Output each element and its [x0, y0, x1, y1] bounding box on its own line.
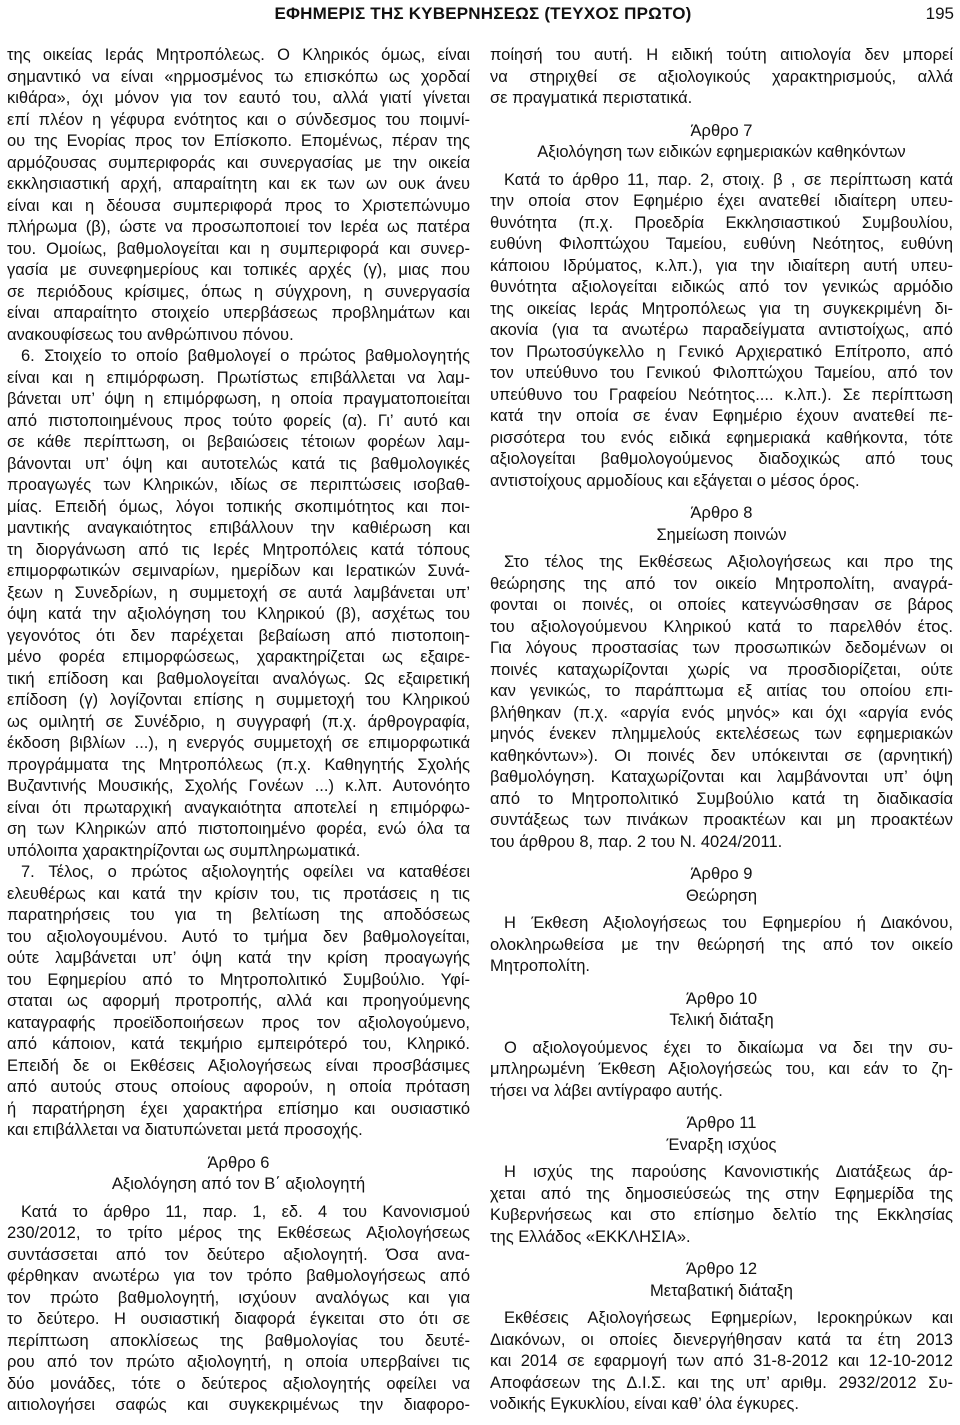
- text-line: ξεων η Συνεδρίων, η συμμετοχή σε αυτά λαμβάνεται υπ’: [7, 583, 470, 602]
- article-number: Άρθρο 9: [690, 865, 753, 883]
- article-number: Άρθρο 11: [686, 1114, 757, 1132]
- text-line: από κάποιον, κατά τεκμήριο εμπειρότερό του, Κληρικό.: [7, 1035, 470, 1053]
- text-line: αξιολογείται βαθμολογούμενος διαδοχικώς από τους: [490, 450, 953, 468]
- text-line: μαντικής αναγκαιότητος επιβάλλουν την καθιέρωση και: [7, 519, 470, 537]
- text-line: Η ισχύς της παρούσης Κανονιστικής Διατάξεως άρ-: [504, 1163, 953, 1181]
- running-header-title: ΕΦΗΜΕΡΙΣ ΤΗΣ ΚΥΒΕΡΝΗΣΕΩΣ (ΤΕΥΧΟΣ ΠΡΩΤΟ): [274, 4, 692, 23]
- text-line: ελευθέρως και κατά την κρίσιν του, τις προτάσεις η τις: [7, 884, 470, 903]
- text-line: Επειδή δε οι Εκθέσεις Αξιολογήσεως είναι προσβάσιμες: [7, 1056, 470, 1075]
- text-line: καταγραφής προεϊδοποιήσεων προς τον αξιολογούμενο,: [7, 1013, 470, 1032]
- text-line: είναι και η δέουσα συμπεριφορά προς το Χριστεπώνυμο: [7, 196, 470, 215]
- text-line: κατά την οποία σε έναν Εφημέριο έχουν ανατεθεί πε-: [490, 407, 953, 425]
- text-line: φέρθηκαν ανωτέρω για τον τρόπο βαθμολογήσεως από: [7, 1267, 470, 1285]
- text-line: του άρθρου 8, παρ. 2 του Ν. 4024/2011.: [490, 832, 783, 851]
- page-number: 195: [925, 4, 954, 23]
- text-line: της οικείας Ιεράς Μητροπόλεως για τη συγκεκριμένη δι-: [490, 299, 953, 318]
- paragraph: [490, 913, 953, 978]
- text-line: ρισσότερα του ενός ειδικά εφημεριακά καθήκοντα, τότε: [490, 428, 953, 447]
- article-title: Σημείωση ποινών: [656, 525, 787, 544]
- text-line: και επιβάλλεται να διατυπώνεται μετά προσοχής.: [7, 1121, 363, 1139]
- text-line: ακονία (για τα ανωτέρω παραδείγματα αντιστοίχως, από: [490, 321, 953, 339]
- text-line: μηνός ένεκεν πλημμελούς εκτελέσεως των εφημεριακών: [490, 725, 953, 743]
- text-line: Για λόγους προστασίας των προσωπικών δεδομένων οι: [490, 639, 953, 657]
- text-line: ποίησή του αυτή. Η ειδική τούτη αιτιολογία δεν μπορεί: [490, 46, 953, 64]
- text-line: υπόλοιπα χαρακτηρίζονται ως συμπληρωματικά.: [7, 841, 361, 860]
- text-line: του. Ομοίως, βαθμολογείται και η συμπεριφορά και συνερ-: [7, 239, 470, 258]
- text-line: βλήθηκαν (π.χ. «αργία ενός μηνός» και όχι «αργία ενός: [490, 703, 953, 722]
- text-line: κιθάρα», όχι μόνον για τον εαυτό του, αλλά γιατί γίνεται: [7, 89, 470, 107]
- text-line: σημαντικό να είναι «ηρμοσμένος τω επισκόπω ως χορδαί: [7, 67, 470, 86]
- text-line: να στηριχθεί σε αξιολογικούς χαρακτηρισμούς, αλλά: [490, 67, 953, 86]
- text-line: ολοκληρωθείσα με την θεώρησή της από τον οικείο: [490, 935, 953, 954]
- text-line: γεγονότος ότι δεν παρέχεται βεβαίωση από πιστοποιη-: [7, 626, 470, 645]
- text-line: Διακόνων, οι οποίες διενεργήθησαν κατά τα έτη 2013: [490, 1330, 953, 1349]
- article-heading: [490, 1113, 953, 1156]
- text-line: 6. Στοιχείο το οποίο βαθμολογεί ο πρώτος βαθμολογητής: [21, 347, 470, 365]
- paragraph: [490, 1162, 953, 1248]
- text-line: Κυβερνήσεως και στο επίσημο δελτίο της Εκκλησίας: [490, 1206, 953, 1224]
- text-line: γασία με συνεφημερίους και τοπικές αρχές (γ), μιας που: [7, 261, 470, 279]
- paragraph: [490, 170, 953, 493]
- paragraph: [7, 45, 470, 346]
- text-line: έκδοση βιβλίων ...), η ενεργός συμμετοχή σε επιμορφωτικά: [7, 734, 470, 752]
- text-line: τήσει να λάβει αντίγραφο αυτής.: [490, 1081, 723, 1100]
- paragraph: [7, 862, 470, 1142]
- paragraph: [7, 1202, 470, 1417]
- text-line: ρου από τον πρώτο αξιολογητή, η οποία υπερβαίνει τις: [7, 1353, 470, 1371]
- text-line: Στο τέλος της Εκθέσεως Αξιολογήσεως και προ της: [504, 553, 953, 571]
- paragraph: [490, 1038, 953, 1103]
- paragraph: [7, 346, 470, 862]
- text-line: Κατά το άρθρο 11, παρ. 2, στοιχ. β , σε περίπτωση κατά: [504, 170, 953, 189]
- text-line: μπληρωμένη Έκθεση Αξιολογήσεώς του, και εάν το ζη-: [490, 1060, 953, 1078]
- text-line: Η Έκθεση Αξιολογήσεως του Εφημερίου ή Διακόνου,: [504, 914, 953, 932]
- article-heading: [490, 864, 953, 907]
- article-number: Άρθρο 10: [685, 989, 758, 1008]
- text-line: καθηκόντων»). Οι ποινές δεν υπόκεινται σε (αρνητική): [490, 746, 953, 765]
- right-column: [490, 45, 953, 1416]
- article-heading: [490, 121, 953, 164]
- text-line: θυνότητα (π.χ. Προεδρία Εκκλησιαστικού Συμβουλίου,: [490, 213, 953, 232]
- text-line: επί πλέον η γέφυρα ενότητος και ο σύνδεσμος του ποιμνί-: [7, 110, 470, 129]
- text-line: χεται από της δημοσιεύσεώς της στην Εφημερίδα της: [490, 1184, 953, 1203]
- article-title: Αξιολόγηση των ειδικών εφημεριακών καθηκόντων: [537, 143, 906, 161]
- article-number: Άρθρο 8: [690, 504, 753, 522]
- text-line: τον Πρωτοσύγκελλο η Γενικό Αρχιερατικό Επίτροπο, από: [490, 342, 953, 361]
- text-line: εκκλησιαστική αρχή, απαραίτητη και εκ των ων ουκ άνευ: [7, 175, 470, 193]
- text-line: ποινές καταχωρίζονται χωρίς να προσδιορίζεται, ούτε: [490, 660, 953, 679]
- text-line: μίας. Επειδή όμως, λόγοι τοπικής σκοπιμότητος και ποι-: [7, 497, 470, 516]
- text-line: βαθμολόγηση. Καταχωρίζονται και λαμβάνονται υπ’ όψη: [490, 768, 953, 786]
- text-line: Βυζαντινής Μουσικής, Σχολής Γονέων ...) κ.λπ. Αυτονόητο: [7, 777, 470, 795]
- text-line: συντάσσεται από τον δεύτερο αξιολογητή. Όσα ανα-: [7, 1245, 470, 1264]
- article-heading: [7, 1153, 470, 1196]
- text-line: σε πραγματικά περιστατικά.: [490, 89, 693, 107]
- left-column: [7, 45, 470, 1417]
- article-title: Αξιολόγηση από τον Β΄ αξιολογητή: [111, 1175, 366, 1193]
- text-line: δύο μονάδες, τότε ο δεύτερος αξιολογητής οφείλει να: [7, 1374, 470, 1393]
- article-title: Θεώρηση: [686, 886, 757, 905]
- text-line: 7. Τέλος, ο πρώτος αξιολογητής οφείλει να καταθέσει: [21, 863, 470, 881]
- text-line: επιμορφωτικών σεμιναρίων, ημερίδων και Ιερατικών Συνά-: [7, 562, 470, 580]
- text-line: τον υπεύθυνο του Γενικού Φιλοπτώχου Ταμείου, από τον: [490, 364, 953, 382]
- article-heading: [490, 503, 953, 546]
- text-line: Αποφάσεων της Δ.Ι.Σ. και της υπ’ αριθμ. 2932/2012 Συ-: [490, 1373, 953, 1392]
- article-title: Τελική διάταξη: [669, 1011, 774, 1029]
- text-line: του Εφημερίου από το Μητροπολιτικό Συμβούλιο. Υφί-: [7, 970, 470, 989]
- text-line: ή παρατήρηση έχει χαρακτήρα επίσημο και ουσιαστικό: [7, 1099, 470, 1118]
- text-line: παρατηρήσεις του για τη βελτίωση της αποδόσεως: [7, 906, 470, 924]
- article-number: Άρθρο 7: [690, 121, 753, 140]
- text-line: περίπτωση αποκλίσεως της βαθμολογίας του δευτέ-: [7, 1331, 470, 1350]
- text-line: κάποιου Ιδρύματος, κ.λπ.), για την ιδιαίτερη αυτή υπευ-: [490, 256, 953, 275]
- text-line: από αυτούς στους οποίους αφορούν, η οποία πρόταση: [7, 1078, 470, 1096]
- text-line: τη διοργάνωση από τις Ιερές Μητροπόλεις κατά τόπους: [7, 540, 470, 559]
- text-line: σε κάθε περίπτωση, οι βεβαιώσεις τέτοιων φορέων λαμ-: [7, 433, 470, 451]
- text-line: είναι και η επιμόρφωση. Πρωτίστως επιβάλλεται να λαμ-: [7, 368, 470, 387]
- text-line: της Ελλάδος «ΕΚΚΛΗΣΙΑ».: [490, 1227, 691, 1246]
- text-line: αιτιολογήσει σαφώς και συγκεκριμένως την διαφορο-: [7, 1396, 470, 1414]
- text-line: αρμόζουσας συμπεριφοράς και συνεργασίας με την οικεία: [7, 153, 470, 172]
- article-title: Μεταβατική διάταξη: [650, 1281, 793, 1300]
- text-line: ως ομιλητή σε Συνέδριο, η συγγραφή (π.χ. άρθρογραφία,: [7, 712, 470, 731]
- paragraph: [490, 552, 953, 853]
- text-line: συντάξεως των πινάκων προακτέων και μη προακτέων: [490, 811, 953, 829]
- paragraph: [490, 1308, 953, 1416]
- text-line: ανακουφίσεως του ανθρώπινου πόνου.: [7, 325, 294, 344]
- article-title: Έναρξη ισχύος: [666, 1135, 777, 1154]
- text-line: είναι ότι πρωταρχική αναγκαιότητα αποτελεί η επιμόρφω-: [7, 798, 470, 817]
- text-line: θεώρησης της από τον οικείο Μητροπολίτη, αναγρά-: [490, 574, 953, 593]
- text-line: προαγωγές των Κληρικών, ιδίως σε περιπτώσεις ισοβαθ-: [7, 476, 470, 494]
- text-line: ευθύνη Φιλοπτώχου Ταμείου, ευθύνη Νεότητος, ευθύνη: [490, 235, 953, 253]
- text-line: και 2014 σε εφαρμογή των από 31-8-2012 και 12-10-2012: [490, 1352, 953, 1370]
- text-line: Κατά το άρθρο 11, παρ. 1, εδ. 4 του Κανονισμού: [21, 1202, 470, 1221]
- text-line: 230/2012, το τρίτο μέρος της Εκθέσεως Αξιολογήσεως: [7, 1224, 470, 1242]
- text-line: από το Μητροπολιτικό Συμβούλιο κατά τη διαδικασία: [490, 789, 953, 808]
- text-line: την οποία στον Εφημέριο έχει ανατεθεί ιδιαίτερη υπευ-: [490, 192, 953, 210]
- text-line: Εκθέσεις Αξιολογήσεως Εφημερίων, Ιεροκηρύκων και: [504, 1309, 953, 1327]
- text-line: ση των Κληρικών από πιστοποιημένο φορέα, ενώ όλα τα: [7, 820, 470, 838]
- article-heading: [490, 989, 953, 1032]
- text-line: ούτε λαμβάνεται υπ’ όψη κατά την κρίση προαγωγής: [7, 949, 470, 967]
- text-line: θυνότητα αξιολογείται ειδικώς από τον γενικώς αρμόδιο: [490, 278, 953, 296]
- text-line: τική επίδοση και βαθμολογείται αναλόγως. Ως εξαιρετική: [7, 669, 470, 688]
- text-line: Μητροπολίτη.: [490, 957, 590, 975]
- text-line: της οικείας Ιεράς Μητροπόλεως. Ο Κληρικός όμως, είναι: [7, 46, 470, 64]
- text-line: του αξιολογούμενου Κληρικού κατά το παρελθόν έτος.: [490, 617, 953, 636]
- text-line: προγράμματα της Μητροπόλεως (π.χ. Καθηγητής Σχολής: [7, 755, 470, 774]
- text-line: βάνεται υπ’ όψη η επιμόρφωση, η οποία πραγματοποιείται: [7, 390, 470, 408]
- text-line: φονται οι ποινές, οι οποίες κατεγνώσθησαν σε βάρος: [490, 596, 953, 614]
- text-line: σε περιόδους κρίσιμες, όπως η σύγχρονη, η συνεργασία: [7, 282, 470, 301]
- text-line: αντιστοίχους αρμοδίους και εξάγεται ο μέσος όρος.: [490, 471, 860, 490]
- text-line: πλήρωμα (β), ώστε να προσωποποιεί τον Ιερέα ως πατέρα: [7, 218, 470, 236]
- text-line: επίδοση (γ) λογίζονται επίσης η συμμετοχή του Κληρικού: [7, 691, 470, 709]
- text-line: είναι απαραίτητο στοιχείο υπερβάσεως προβλημάτων και: [7, 304, 470, 322]
- text-line: σταται ως αφορμή προτροπής, αλλά και προηγούμενης: [7, 992, 470, 1010]
- text-line: βάνονται υπ’ όψη και αυτοτελώς κατά τις βαθμολογικές: [7, 454, 470, 473]
- text-line: μένο φορέα επιμορφώσεως, χαρακτηρίζεται ως εξαιρε-: [7, 648, 470, 666]
- text-line: νοδικής Εγκυκλίου, είναι καθ’ όλα έγκυρες.: [490, 1395, 799, 1413]
- paragraph: [490, 45, 953, 110]
- text-line: καν γενικώς, το παράπτωμα εξ αιτίας του οποίου επι-: [490, 682, 953, 700]
- text-line: τον πρώτο βαθμολογητή, ισχύουν αναλόγως και για: [7, 1288, 470, 1307]
- text-line: ου της Ενορίας προς τον Επίσκοπο. Επομένως, πέραν της: [7, 132, 470, 150]
- text-line: από πιστοποιημένους προς τούτο φορείς (α). Γι’ αυτό και: [7, 411, 470, 430]
- text-line: το δεύτερο. Η ουσιαστική διαφορά έγκειται στο ότι σε: [7, 1310, 470, 1328]
- text-line: του αξιολογουμένου. Αυτό το τμήμα δεν βαθμολογείται,: [7, 927, 470, 946]
- text-line: όψη κατά την αξιολόγηση του Κληρικού (β), ασχέτως του: [7, 605, 470, 623]
- text-line: Ο αξιολογούμενος έχει το δικαίωμα να δει την συ-: [504, 1038, 953, 1057]
- article-number: Άρθρο 6: [207, 1153, 270, 1172]
- article-number: Άρθρο 12: [685, 1260, 758, 1278]
- article-heading: [490, 1259, 953, 1302]
- text-line: υπεύθυνο του Γραφείου Νεότητος.... κ.λπ.). Σε περίπτωση: [490, 385, 953, 404]
